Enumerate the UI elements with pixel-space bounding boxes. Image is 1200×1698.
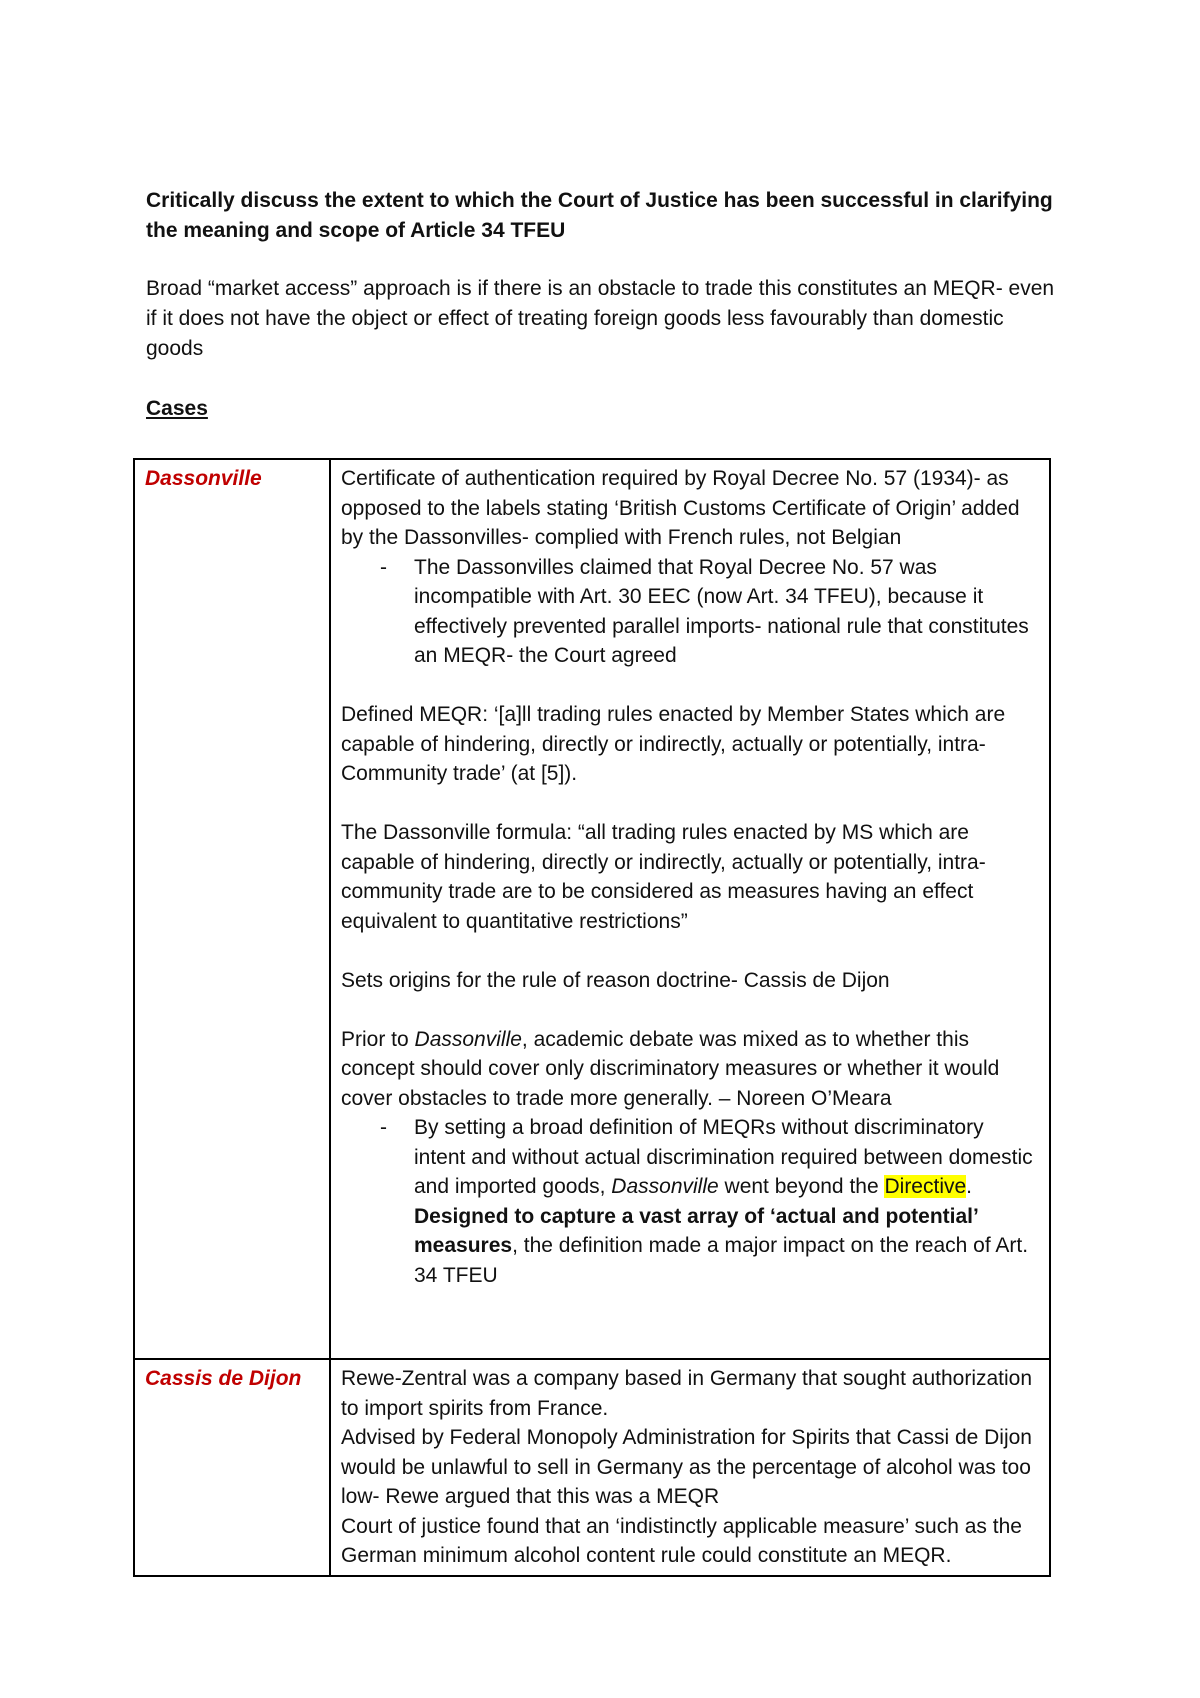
- dassonville-para-formula: The Dassonville formula: “all trading rules enacted by MS which are capable of hindering, directly or indirectly, actually or potentially, intra-community trade are to be considered as measures having an effect equivalent to quantitative restrictions”: [341, 821, 986, 933]
- cassis-line-2: Advised by Federal Monopoly Administration for Spirits that Cassi de Dijon would be unlawful to sell in Germany as the percentage of alcohol was too low- Rewe argued that this was a MEQR: [341, 1426, 1032, 1508]
- cases-table: [133, 458, 1051, 1577]
- case-name-dassonville: Dassonville: [134, 459, 330, 1359]
- list-item: - The Dassonvilles claimed that Royal Decree No. 57 was incompatible with Art. 30 EEC (now Art. 34 TFEU), because it effectively prevented parallel imports- national rule that constitutes an MEQR- the Court agreed: [414, 553, 1039, 671]
- dassonville-bullets-2: [341, 1113, 1039, 1290]
- dassonville-para-academic: Prior to Dassonville, academic debate was mixed as to whether this concept should cover only discriminatory measures or whether it would cover obstacles to trade more generally. – Noreen O’Meara: [341, 1027, 1000, 1110]
- dassonville-para-definition: Defined MEQR: ‘[a]ll trading rules enacted by Member States which are capable of hindering, directly or indirectly, actually or potentially, intra-Community trade’ (at [5]).: [341, 703, 1006, 785]
- dassonville-para-facts: Certificate of authentication required by Royal Decree No. 57 (1934)- as opposed to the labels stating ‘British Customs Certificate of Origin’ added by the Dassonvilles- complied with French rules, not Belgian: [341, 467, 1020, 549]
- case-body-dassonville: [330, 459, 1050, 1359]
- dassonville-bullets-1: [341, 553, 1039, 671]
- dassonville-para-origins: Sets origins for the rule of reason doctrine- Cassis de Dijon: [341, 968, 890, 992]
- essay-title: Critically discuss the extent to which the Court of Justice has been successful in clarifying the meaning and scope of Article 34 TFEU: [146, 189, 1053, 242]
- case-name-cassis: Cassis de Dijon: [134, 1359, 330, 1576]
- cases-heading: Cases: [146, 397, 208, 420]
- cassis-line-3: Court of justice found that an ‘indistinctly applicable measure’ such as the German minimum alcohol content rule could constitute an MEQR.: [341, 1514, 1022, 1567]
- list-item: - By setting a broad definition of MEQRs without discriminatory intent and without actual discrimination required between domestic and imported goods, Dassonville went beyond the Directive. Designed to capture a vast array of ‘actual and potential’ measures, the definition made a major impact on the reach of Art. 34 TFEU: [414, 1113, 1039, 1290]
- case-body-cassis: [330, 1359, 1050, 1576]
- table-row: [134, 1359, 1050, 1576]
- table-row: [134, 459, 1050, 1359]
- intro-paragraph: Broad “market access” approach is if there is an obstacle to trade this constitutes an MEQR- even if it does not have the object or effect of treating foreign goods less favourably than domestic goods: [146, 277, 1055, 360]
- cassis-line-1: Rewe-Zentral was a company based in Germany that sought authorization to import spirits from France.: [341, 1367, 1033, 1420]
- highlighted-text: Directive: [884, 1175, 967, 1198]
- document-content: [146, 186, 1066, 436]
